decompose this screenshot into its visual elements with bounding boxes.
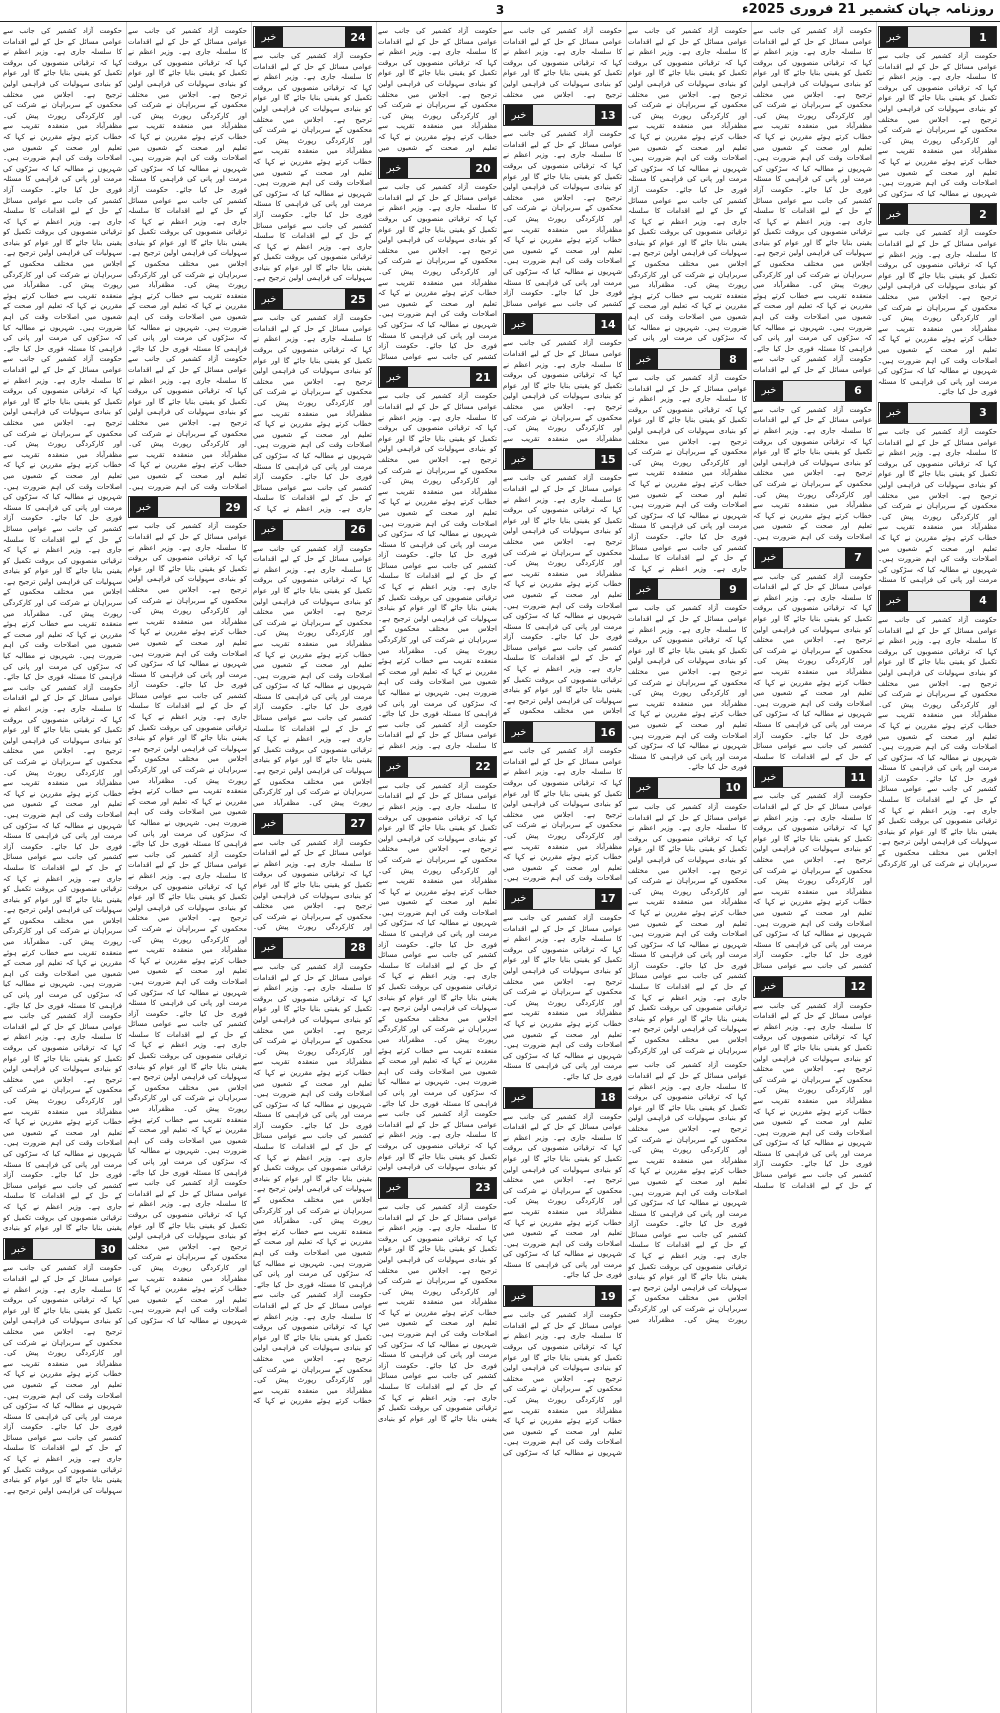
story-header-bar bbox=[408, 757, 470, 777]
news-story bbox=[503, 448, 622, 717]
story-tag: خبر bbox=[629, 778, 658, 798]
story-text: حکومت آزاد کشمیر کی جانب سے عوامی مسائل کے حل کے لیے اقدامات کا سلسلہ جاری ہے۔ وزیر اعظم نے کہا کہ ترقیاتی منصوبوں کی بروقت تکمیل کو یقینی بنایا جائے گا اور عوام کو بنیادی سہولیات کی فراہمی اولین ترجیح ہے۔ اجلاس میں مختلف محکموں کے سربراہان نے شرکت کی اور کارکردگی رپورٹ پیش کی۔ مظفرآباد میں منعقدہ تقریب سے خطاب کرتے ہوئے مقررین نے کہا کہ تعلیم اور صحت کے شعبوں میں اصلاحات وقت کی اہم ضرورت ہیں۔ شہریوں نے مطالبہ کیا کہ سڑکوں کی مرمت اور پانی کی فراہمی کا مسئلہ فوری حل کیا جائے۔ حکومت آزاد کشمیر کی جانب سے عوامی مسائل کے حل کے لیے اقدامات کا سلسلہ جاری ہے۔ وزیر اعظم نے کہا کہ ترقیاتی منصوبوں کی بروقت تکمیل کو یقینی بنایا جائے گا اور عوام کو بنیادی سہولیات کی فراہمی اولین ترجیح ہے۔ اجلاس میں مختلف محکموں کے سربراہان نے شرکت کی اور کارکردگی رپورٹ پیش کی۔ مظفرآباد میں منعقدہ تقریب سے خطاب کرتے ہوئے مقررین نے کہا کہ تعلیم اور صحت کے شعبوں میں اصلاحات وقت کی اہم ضرورت ہیں۔ شہریوں نے مطالبہ کیا کہ سڑکوں کی مرمت اور پانی کی فراہمی کا مسئلہ فوری حل کیا جائے۔ حکومت آزاد کشمیر کی جانب سے عوامی مسائل کے حل کے لیے اقدامات کا سلسلہ جاری ہے۔ وزیر اعظم نے کہا کہ ترقیاتی منصوبوں کی بروقت تکمیل کو یقینی بنایا جائے گا اور عوام کو بنیادی سہولیات کی فراہمی اولین ترجیح ہے۔ اجلاس میں مختلف محکموں کے سربراہان نے شرکت کی اور کارکردگی رپورٹ پیش کی۔ مظفرآباد میں منعقدہ تقریب سے خطاب کرتے ہوئے مقررین نے کہا کہ تعلیم اور صحت کے شعبوں میں اصلاحات وقت کی اہم ضرورت ہیں۔ bbox=[128, 27, 247, 491]
story-header bbox=[253, 519, 372, 541]
news-story bbox=[878, 26, 997, 199]
story-text: حکومت آزاد کشمیر کی جانب سے عوامی مسائل کے حل کے لیے اقدامات کا سلسلہ جاری ہے۔ وزیر اعظم نے کہا کہ ترقیاتی منصوبوں کی بروقت تکمیل کو یقینی بنایا جائے گا اور عوام کو بنیادی سہولیات کی فراہمی اولین ترجیح ہے۔ اجلاس میں مختلف محکموں کے سربراہان نے شرکت کی اور کارکردگی رپورٹ پیش کی۔ مظفرآباد میں منعقدہ تقریب سے خطاب کرتے ہوئے مقررین نے کہا کہ تعلیم اور صحت کے شعبوں میں اصلاحات وقت کی اہم ضرورت ہیں۔ شہریوں نے مطالبہ کیا کہ سڑکوں کی مرمت اور پانی کی فراہمی کا مسئلہ فوری حل کیا جائے۔ حکومت آزاد کشمیر کی جانب سے عوامی مسائل کے حل کے لیے اقدامات کا سلسلہ جاری ہے۔ وزیر اعظم نے کہا کہ ترقیاتی منصوبوں کی بروقت تکمیل کو یقینی بنایا جائے گا اور عوام کو بنیادی سہولیات کی فراہمی اولین ترجیح ہے۔ اجلاس میں مختلف محکموں کے سربراہان نے شرکت کی اور کارکردگی رپورٹ پیش کی۔ مظفرآباد میں منعقدہ تقریب سے خطاب کرتے ہوئے مقررین نے کہا کہ تعلیم اور صحت کے شعبوں میں اصلاحات وقت کی اہم ضرورت ہیں۔ شہریوں نے مطالبہ کیا کہ سڑکوں کی مرمت اور پانی کی فراہمی کا مسئلہ فوری حل کیا جائے۔ حکومت آزاد کشمیر کی جانب سے عوامی مسائل کے حل کے لیے اقدامات کا سلسلہ جاری ہے۔ وزیر اعظم نے کہا کہ ترقیاتی منصوبوں کی بروقت تکمیل کو یقینی بنایا جائے گا اور عوام کو بنیادی سہولیات کی فراہمی اولین bbox=[378, 781, 497, 1172]
story-header-bar bbox=[533, 722, 595, 742]
news-story bbox=[503, 104, 622, 309]
story-tag: خبر bbox=[379, 1178, 408, 1198]
news-story bbox=[878, 203, 997, 398]
story-header-bar bbox=[658, 349, 720, 369]
story-number: 19 bbox=[595, 1286, 621, 1306]
story-header-bar bbox=[33, 1239, 95, 1259]
story-number: 9 bbox=[720, 579, 746, 599]
story-number: 29 bbox=[220, 497, 246, 517]
story-header-bar bbox=[908, 27, 970, 47]
news-story bbox=[628, 26, 747, 344]
story-header bbox=[753, 976, 872, 998]
story-number: 18 bbox=[595, 1088, 621, 1108]
story-header bbox=[503, 448, 622, 470]
news-story bbox=[253, 26, 372, 284]
story-text: حکومت آزاد کشمیر کی جانب سے عوامی مسائل کے حل کے لیے اقدامات کا سلسلہ جاری ہے۔ وزیر اعظم نے کہا کہ ترقیاتی منصوبوں کی بروقت تکمیل کو یقینی بنایا جائے گا اور عوام کو بنیادی سہولیات کی فراہمی اولین ترجیح ہے۔ اجلاس میں مختلف محکموں کے سربراہان نے شرکت کی اور کارکردگی رپورٹ پیش کی۔ مظفرآباد میں منعقدہ تقریب سے خطاب کرتے ہوئے مقررین نے کہا کہ تعلیم اور صحت کے شعبوں میں اصلاحات وقت کی اہم ضرورت ہیں۔ شہریوں نے مطالبہ کیا کہ سڑکوں کی مرمت اور پانی کی فراہمی کا مسئلہ فوری حل کیا جائے۔ حکومت آزاد کشمیر کی جانب سے عوامی مسائل کے حل کے لیے اقدامات کا سلسلہ جاری ہے۔ وزیر اعظم نے کہا کہ ترقیاتی منصوبوں کی بروقت تکمیل کو یقینی بنایا جائے گا اور عوام کو بنیادی سہولیات کی فراہمی اولین ترجیح ہے۔ اجلاس میں مختلف محکموں کے سربراہان نے شرکت کی اور کارکردگی رپورٹ پیش کی۔ مظفرآباد میں منعقدہ تقریب سے خطاب کرتے ہوئے مقررین نے کہا کہ تعلیم اور صحت کے شعبوں میں اصلاحات وقت کی اہم ضرورت ہیں۔ شہریوں نے مطالبہ کیا کہ سڑکوں کی مرمت اور پانی کی فراہمی کا مسئلہ فوری حل کیا جائے۔ حکومت آزاد کشمیر کی جانب سے عوامی مسائل کے حل کے لیے اقدامات bbox=[753, 27, 872, 374]
story-tag: خبر bbox=[379, 367, 408, 387]
story-tag: خبر bbox=[504, 449, 533, 469]
story-header bbox=[878, 26, 997, 48]
story-text: حکومت آزاد کشمیر کی جانب سے عوامی مسائل کے حل کے لیے اقدامات کا سلسلہ جاری ہے۔ وزیر اعظم نے کہا کہ ترقیاتی منصوبوں کی بروقت تکمیل کو یقینی بنایا جائے گا اور عوام کو بنیادی سہولیات کی فراہمی اولین ترجیح ہے۔ اجلاس میں مختلف محکموں کے سربراہان نے شرکت کی اور کارکردگی رپورٹ پیش کی۔ مظفرآباد میں منعقدہ تقریب سے خطاب کرتے ہوئے مقررین نے کہا کہ تعلیم اور صحت کے شعبوں میں اصلاحات وقت کی اہم ضرورت ہیں۔ شہریوں نے مطالبہ کیا کہ سڑکوں کی مرمت اور پانی کی فراہمی کا مسئلہ فوری حل کیا جائے۔ حکومت آزاد کشمیر کی جانب سے عوامی مسائل bbox=[753, 792, 872, 970]
news-story bbox=[503, 721, 622, 884]
story-header-bar bbox=[783, 548, 845, 568]
story-tag: خبر bbox=[254, 27, 283, 47]
story-text: حکومت آزاد کشمیر کی جانب سے عوامی مسائل کے حل کے لیے اقدامات کا سلسلہ جاری ہے۔ وزیر اعظم نے کہا کہ ترقیاتی منصوبوں کی بروقت تکمیل کو یقینی بنایا جائے گا اور عوام کو بنیادی سہولیات کی فراہمی اولین ترجیح ہے۔ اجلاس میں مختلف محکموں کے سربراہان نے شرکت کی اور کارکردگی رپورٹ پیش کی۔ مظفرآباد میں منعقدہ تقریب سے خطاب کرتے ہوئے مقررین نے کہا کہ تعلیم اور صحت کے شعبوں میں اصلاحات وقت کی اہم ضرورت ہیں۔ شہریوں نے مطالبہ کیا کہ سڑکوں کی مرمت اور پانی کی فراہمی کا مسئلہ فوری حل کیا جائے۔ bbox=[503, 913, 622, 1081]
story-text: حکومت آزاد کشمیر کی جانب سے عوامی مسائل کے حل کے لیے اقدامات کا سلسلہ جاری ہے۔ وزیر اعظم نے کہا کہ ترقیاتی منصوبوں کی بروقت تکمیل کو یقینی بنایا جائے گا اور عوام کو بنیادی سہولیات کی فراہمی اولین ترجیح ہے۔ اجلاس میں مختلف محکموں کے سربراہان نے شرکت کی اور کارکردگی رپورٹ پیش کی۔ مظفرآباد میں منعقدہ تقریب سے خطاب کرتے ہوئے مقررین نے کہا کہ تعلیم اور صحت کے شعبوں میں اصلاحات وقت کی اہم ضرورت ہیں۔ شہریوں نے مطالبہ کیا کہ سڑکوں کی مرمت اور پانی کی فراہمی کا مسئلہ فوری حل کیا جائے۔ حکومت آزاد کشمیر کی جانب سے عوامی مسائل کے حل کے لیے اقدامات کا سلسلہ جاری ہے۔ وزیر اعظم نے کہا کہ ترقیاتی منصوبوں کی بروقت تکمیل کو یقینی بنایا جائے گا اور عوام کو بنیادی سہولیات کی فراہمی اولین ترجیح ہے۔ اجلاس میں مختلف محکموں کے bbox=[503, 474, 622, 716]
story-header bbox=[253, 288, 372, 310]
story-header-bar bbox=[283, 289, 345, 309]
news-story bbox=[628, 348, 747, 574]
story-text: حکومت آزاد کشمیر کی جانب سے عوامی مسائل کے حل کے لیے اقدامات کا سلسلہ جاری ہے۔ وزیر اعظم نے کہا کہ ترقیاتی منصوبوں کی بروقت تکمیل کو یقینی بنایا جائے گا اور عوام کو بنیادی سہولیات کی فراہمی اولین ترجیح ہے۔ اجلاس میں مختلف محکموں کے سربراہان نے شرکت کی اور کارکردگی رپورٹ پیش کی۔ مظفرآباد میں منعقدہ تقریب سے خطاب کرتے ہوئے مقررین نے کہا کہ تعلیم اور صحت کے شعبوں میں اصلاحات وقت کی اہم ضرورت ہیں۔ شہریوں نے مطالبہ کیا کہ سڑکوں کی مرمت اور پانی کی فراہمی کا مسئلہ فوری حل کیا جائے۔ حکومت آزاد کشمیر کی جانب سے عوامی مسائل bbox=[503, 130, 622, 308]
story-header-bar bbox=[908, 591, 970, 611]
news-column bbox=[876, 22, 998, 1713]
story-number: 24 bbox=[345, 27, 371, 47]
story-text: حکومت آزاد کشمیر کی جانب سے عوامی مسائل کے حل کے لیے اقدامات کا سلسلہ جاری ہے۔ وزیر اعظم نے کہا کہ ترقیاتی منصوبوں کی بروقت تکمیل کو یقینی بنایا جائے گا اور عوام کو بنیادی سہولیات کی فراہمی اولین ترجیح ہے۔ اجلاس میں مختلف محکموں کے سربراہان نے شرکت کی اور کارکردگی رپورٹ پیش کی۔ مظفرآباد میں منعقدہ تقریب سے خطاب کرتے ہوئے مقررین نے کہا کہ تعلیم اور صحت کے شعبوں میں اصلاحات وقت کی اہم ضرورت ہیں۔ شہریوں نے مطالبہ کیا کہ سڑکوں کی مرمت اور پانی کی فراہمی کا مسئلہ فوری حل کیا جائے۔ حکومت آزاد کشمیر کی جانب سے عوامی مسائل کے حل کے لیے اقدامات کا سلسلہ bbox=[753, 1001, 872, 1190]
story-number: 27 bbox=[345, 814, 371, 834]
page-number: 3 bbox=[495, 3, 505, 17]
news-column bbox=[126, 22, 248, 1713]
story-tag: خبر bbox=[254, 938, 283, 958]
story-text: حکومت آزاد کشمیر کی جانب سے عوامی مسائل کے حل کے لیے اقدامات کا سلسلہ جاری ہے۔ وزیر اعظم نے کہا کہ ترقیاتی منصوبوں کی بروقت تکمیل کو یقینی بنایا جائے گا اور عوام کو بنیادی سہولیات کی فراہمی اولین ترجیح ہے۔ اجلاس میں مختلف محکموں کے سربراہان نے شرکت کی اور کارکردگی رپورٹ پیش کی۔ مظفرآباد میں منعقدہ تقریب سے خطاب کرتے ہوئے مقررین نے کہا کہ تعلیم اور صحت کے شعبوں میں اصلاحات وقت کی اہم ضرورت ہیں۔ bbox=[753, 405, 872, 541]
news-story bbox=[753, 766, 872, 971]
story-tag: خبر bbox=[504, 314, 533, 334]
story-number: 20 bbox=[470, 158, 496, 178]
story-tag: خبر bbox=[879, 591, 908, 611]
news-column bbox=[251, 22, 373, 1713]
story-tag: خبر bbox=[129, 497, 158, 517]
news-story bbox=[753, 26, 872, 376]
news-story bbox=[628, 777, 747, 1056]
story-tag: خبر bbox=[879, 204, 908, 224]
story-header-bar bbox=[283, 520, 345, 540]
news-story bbox=[3, 1238, 122, 1496]
story-number: 25 bbox=[345, 289, 371, 309]
story-text: حکومت آزاد کشمیر کی جانب سے عوامی مسائل کے حل کے لیے اقدامات کا سلسلہ جاری ہے۔ وزیر اعظم نے کہا کہ ترقیاتی منصوبوں کی بروقت تکمیل کو یقینی بنایا جائے گا اور عوام کو بنیادی سہولیات کی فراہمی اولین ترجیح ہے۔ اجلاس میں مختلف محکموں کے سربراہان نے شرکت کی اور کارکردگی رپورٹ پیش کی۔ مظفرآباد میں منعقدہ تقریب سے خطاب کرتے ہوئے مقررین نے کہا کہ تعلیم اور صحت کے شعبوں میں اصلاحات وقت کی اہم ضرورت ہیں۔ شہریوں نے مطالبہ کیا کہ سڑکوں کی bbox=[503, 1311, 622, 1457]
story-text: حکومت آزاد کشمیر کی جانب سے عوامی مسائل کے حل کے لیے اقدامات کا سلسلہ جاری ہے۔ وزیر اعظم نے کہا کہ ترقیاتی منصوبوں کی بروقت تکمیل کو یقینی بنایا جائے گا اور عوام کو بنیادی سہولیات کی فراہمی اولین ترجیح ہے۔ اجلاس میں مختلف محکموں کے سربراہان نے شرکت کی اور کارکردگی رپورٹ پیش کی۔ مظفرآباد میں منعقدہ تقریب سے خطاب کرتے ہوئے مقررین نے کہا کہ تعلیم اور صحت کے شعبوں میں اصلاحات وقت کی اہم ضرورت ہیں۔ شہریوں نے مطالبہ کیا کہ سڑکوں کی bbox=[878, 52, 997, 198]
story-text: حکومت آزاد کشمیر کی جانب سے عوامی مسائل کے حل کے لیے اقدامات کا سلسلہ جاری ہے۔ وزیر اعظم نے کہا کہ ترقیاتی منصوبوں کی بروقت تکمیل کو یقینی بنایا جائے گا اور عوام کو بنیادی سہولیات کی فراہمی اولین ترجیح ہے۔ اجلاس میں مختلف محکموں کے سربراہان نے شرکت کی اور کارکردگی رپورٹ پیش کی۔ مظفرآباد میں منعقدہ تقریب سے خطاب کرتے ہوئے مقررین نے کہا کہ تعلیم اور صحت کے شعبوں میں اصلاحات وقت کی اہم ضرورت ہیں۔ شہریوں نے مطالبہ کیا کہ سڑکوں کی مرمت اور پانی کی فراہمی کا مسئلہ فوری حل کیا جائے۔ bbox=[628, 604, 747, 772]
story-header bbox=[628, 348, 747, 370]
story-tag: خبر bbox=[504, 889, 533, 909]
story-tag: خبر bbox=[379, 158, 408, 178]
newspaper-title: روزنامہ جہان کشمیر 21 فروری 2025ء bbox=[742, 2, 994, 17]
story-header bbox=[253, 813, 372, 835]
news-story bbox=[253, 288, 372, 514]
story-header bbox=[378, 366, 497, 388]
story-header bbox=[503, 721, 622, 743]
story-number: 23 bbox=[470, 1178, 496, 1198]
news-story bbox=[753, 380, 872, 543]
story-number: 21 bbox=[470, 367, 496, 387]
story-tag: خبر bbox=[504, 105, 533, 125]
story-tag: خبر bbox=[879, 27, 908, 47]
news-story bbox=[378, 756, 497, 1173]
story-header bbox=[253, 937, 372, 959]
story-tag: خبر bbox=[504, 722, 533, 742]
story-header bbox=[628, 578, 747, 600]
story-header-bar bbox=[783, 381, 845, 401]
news-story bbox=[753, 547, 872, 763]
story-text: حکومت آزاد کشمیر کی جانب سے عوامی مسائل کے حل کے لیے اقدامات کا سلسلہ جاری ہے۔ وزیر اعظم نے کہا کہ ترقیاتی منصوبوں کی بروقت تکمیل کو یقینی بنایا جائے گا اور عوام کو بنیادی سہولیات کی فراہمی اولین ترجیح ہے۔ اجلاس میں مختلف محکموں کے سربراہان نے شرکت کی اور کارکردگی رپورٹ پیش کی۔ مظفرآباد میں منعقدہ تقریب سے خطاب کرتے ہوئے مقررین نے کہا کہ تعلیم اور صحت کے شعبوں میں اصلاحات وقت کی اہم ضرورت ہیں۔ شہریوں نے مطالبہ کیا کہ سڑکوں کی مرمت اور پانی کی فراہمی کا مسئلہ فوری حل کیا جائے۔ حکومت آزاد کشمیر کی جانب سے عوامی مسائل کے حل کے لیے اقدامات کا سلسلہ جاری ہے۔ وزیر اعظم نے کہا کہ ترقیاتی منصوبوں کی بروقت تکمیل کو یقینی بنایا جائے گا اور عوام کو بنیادی سہولیات کی فراہمی اولین ترجیح ہے۔ اجلاس میں مختلف محکموں کے سربراہان نے شرکت کی اور کارکردگی رپورٹ پیش کی۔ مظفرآباد میں منعقدہ تقریب سے خطاب کرتے ہوئے مقررین نے کہا کہ تعلیم اور صحت کے شعبوں میں اصلاحات وقت کی اہم ضرورت ہیں۔ شہریوں نے مطالبہ کیا کہ سڑکوں کی مرمت اور پانی کی فراہمی کا مسئلہ فوری حل کیا جائے۔ حکومت آزاد کشمیر کی جانب سے عوامی مسائل کے حل کے لیے اقدامات کا سلسلہ جاری ہے۔ وزیر اعظم نے کہا کہ ترقیاتی منصوبوں کی بروقت تکمیل کو یقینی بنایا جائے گا اور عوام کو بنیادی سہولیات کی فراہمی اولین ترجیح ہے۔ اجلاس میں مختلف محکموں کے سربراہان نے شرکت کی اور کارکردگی رپورٹ پیش کی۔ مظفرآباد میں منعقدہ تقریب سے خطاب کرتے ہوئے مقررین نے کہا کہ bbox=[253, 962, 372, 1406]
news-story bbox=[753, 976, 872, 1192]
story-header-bar bbox=[283, 814, 345, 834]
story-text: حکومت آزاد کشمیر کی جانب سے عوامی مسائل کے حل کے لیے اقدامات کا سلسلہ جاری ہے۔ وزیر اعظم نے کہا کہ ترقیاتی منصوبوں کی بروقت تکمیل کو یقینی بنایا جائے گا اور عوام کو بنیادی سہولیات کی فراہمی اولین ترجیح ہے۔ اجلاس میں مختلف محکموں کے سربراہان نے شرکت کی اور کارکردگی رپورٹ پیش کی۔ bbox=[253, 838, 372, 932]
story-number: 1 bbox=[970, 27, 996, 47]
story-number: 8 bbox=[720, 349, 746, 369]
story-header-bar bbox=[908, 204, 970, 224]
story-text: حکومت آزاد کشمیر کی جانب سے عوامی مسائل کے حل کے لیے اقدامات کا سلسلہ جاری ہے۔ وزیر اعظم نے کہا کہ ترقیاتی منصوبوں کی بروقت تکمیل کو یقینی بنایا جائے گا اور عوام کو بنیادی سہولیات کی فراہمی اولین ترجیح ہے۔ اجلاس میں مختلف محکموں کے سربراہان نے شرکت کی اور کارکردگی رپورٹ پیش کی۔ مظفرآباد میں منعقدہ تقریب سے خطاب کرتے ہوئے مقررین نے کہا کہ تعلیم اور صحت کے شعبوں میں اصلاحات وقت کی اہم ضرورت ہیں۔ شہریوں نے مطالبہ کیا کہ سڑکوں کی مرمت اور پانی کی فراہمی کا مسئلہ فوری حل کیا جائے۔ bbox=[878, 229, 997, 397]
story-tag: خبر bbox=[254, 289, 283, 309]
story-text: حکومت آزاد کشمیر کی جانب سے عوامی مسائل کے حل کے لیے اقدامات کا سلسلہ جاری ہے۔ وزیر اعظم نے کہا کہ ترقیاتی منصوبوں کی بروقت تکمیل کو یقینی بنایا جائے گا اور عوام کو بنیادی سہولیات کی فراہمی اولین ترجیح ہے۔ اجلاس میں مختلف محکموں کے سربراہان نے شرکت کی اور کارکردگی رپورٹ پیش کی۔ مظفرآباد میں منعقدہ تقریب سے خطاب کرتے ہوئے مقررین نے کہا کہ تعلیم اور صحت کے شعبوں میں اصلاحات وقت کی اہم ضرورت ہیں۔ شہریوں نے مطالبہ کیا کہ سڑکوں کی مرمت اور پانی کی فراہمی کا مسئلہ فوری حل کیا جائے۔ حکومت آزاد کشمیر کی جانب سے عوامی مسائل کے حل کے لیے اقدامات کا سلسلہ bbox=[753, 572, 872, 761]
story-header bbox=[503, 1087, 622, 1109]
story-tag: خبر bbox=[754, 381, 783, 401]
story-header bbox=[878, 203, 997, 225]
news-story bbox=[128, 496, 247, 1327]
story-header-bar bbox=[533, 105, 595, 125]
story-text: حکومت آزاد کشمیر کی جانب سے عوامی مسائل کے حل کے لیے اقدامات کا سلسلہ جاری ہے۔ وزیر اعظم نے کہا کہ ترقیاتی منصوبوں کی بروقت تکمیل کو یقینی بنایا جائے گا اور عوام کو بنیادی سہولیات کی فراہمی اولین ترجیح ہے۔ اجلاس میں مختلف محکموں کے سربراہان نے شرکت کی اور کارکردگی رپورٹ پیش کی۔ مظفرآباد میں منعقدہ تقریب سے خطاب کرتے ہوئے مقررین نے کہا کہ تعلیم اور صحت کے شعبوں میں اصلاحات وقت کی اہم ضرورت ہیں۔ شہریوں نے مطالبہ کیا کہ سڑکوں کی مرمت اور پانی کی فراہمی کا مسئلہ فوری حل کیا جائے۔ حکومت آزاد کشمیر کی جانب سے عوامی مسائل کے حل کے لیے اقدامات کا سلسلہ جاری ہے۔ وزیر اعظم نے کہا کہ ترقیاتی منصوبوں کی بروقت تکمیل کو یقینی بنایا جائے گا اور عوام کو بنیادی سہولیات کی فراہمی اولین ترجیح ہے۔ اجلاس میں مختلف محکموں کے سربراہان نے شرکت کی اور کارکردگی رپورٹ پیش کی۔ مظفرآباد میں bbox=[253, 544, 372, 807]
story-header-bar bbox=[533, 449, 595, 469]
story-number: 3 bbox=[970, 403, 996, 423]
story-text: حکومت آزاد کشمیر کی جانب سے عوامی مسائل کے حل کے لیے اقدامات کا سلسلہ جاری ہے۔ وزیر اعظم نے کہا کہ ترقیاتی منصوبوں کی بروقت تکمیل کو یقینی بنایا جائے گا اور عوام کو بنیادی سہولیات کی فراہمی اولین ترجیح ہے۔ اجلاس میں مختلف محکموں کے سربراہان نے شرکت کی اور کارکردگی رپورٹ پیش کی۔ مظفرآباد میں منعقدہ تقریب سے خطاب کرتے ہوئے مقررین نے کہا کہ تعلیم اور صحت کے شعبوں میں اصلاحات وقت کی اہم ضرورت ہیں۔ شہریوں نے مطالبہ کیا کہ سڑکوں کی مرمت اور پانی کی فراہمی کا مسئلہ فوری حل کیا جائے۔ حکومت آزاد کشمیر کی جانب سے عوامی مسائل bbox=[378, 183, 497, 361]
story-text: حکومت آزاد کشمیر کی جانب سے عوامی مسائل کے حل کے لیے اقدامات کا سلسلہ جاری ہے۔ وزیر اعظم نے کہا کہ ترقیاتی منصوبوں کی بروقت تکمیل کو یقینی بنایا جائے گا اور عوام کو بنیادی سہولیات کی فراہمی اولین ترجیح ہے۔ اجلاس میں مختلف محکموں کے سربراہان نے شرکت کی اور کارکردگی رپورٹ پیش کی۔ مظفرآباد میں منعقدہ تقریب سے خطاب کرتے ہوئے مقررین نے کہا کہ تعلیم اور صحت کے شعبوں میں اصلاحات وقت کی اہم ضرورت ہیں۔ شہریوں نے مطالبہ کیا کہ سڑکوں کی مرمت اور پانی کی فراہمی کا مسئلہ فوری حل کیا جائے۔ حکومت آزاد کشمیر کی جانب سے عوامی مسائل کے حل کے لیے اقدامات کا سلسلہ جاری ہے۔ وزیر اعظم نے کہا کہ ترقیاتی منصوبوں کی بروقت تکمیل کو یقینی بنایا جائے گا اور عوام کو بنیادی سہولیات کی فراہمی اولین ترجیح ہے۔ bbox=[253, 52, 372, 283]
newspaper-columns bbox=[0, 22, 1000, 1713]
news-story bbox=[878, 402, 997, 586]
story-header bbox=[628, 777, 747, 799]
story-text: حکومت آزاد کشمیر کی جانب سے عوامی مسائل کے حل کے لیے اقدامات کا سلسلہ جاری ہے۔ وزیر اعظم نے کہا کہ ترقیاتی منصوبوں کی بروقت تکمیل کو یقینی بنایا جائے گا اور عوام کو بنیادی سہولیات کی فراہمی اولین ترجیح ہے۔ اجلاس میں مختلف محکموں کے سربراہان نے شرکت کی اور کارکردگی رپورٹ پیش کی۔ مظفرآباد میں منعقدہ تقریب سے خطاب کرتے ہوئے مقررین نے کہا کہ تعلیم اور صحت کے شعبوں میں اصلاحات وقت کی اہم ضرورت ہیں۔ شہریوں نے مطالبہ کیا کہ سڑکوں کی مرمت اور پانی کی فراہمی کا مسئلہ فوری حل کیا جائے۔ حکومت آزاد کشمیر کی جانب سے عوامی مسائل کے حل کے لیے اقدامات کا سلسلہ جاری ہے۔ وزیر اعظم نے کہا کہ ترقیاتی منصوبوں کی بروقت تکمیل کو یقینی بنایا جائے گا اور عوام کو بنیادی سہولیات کی فراہمی اولین ترجیح ہے۔ اجلاس میں مختلف محکموں کے سربراہان نے شرکت کی اور کارکردگی رپورٹ پیش کی۔ مظفرآباد میں منعقدہ تقریب سے خطاب کرتے ہوئے مقررین نے کہا کہ تعلیم اور صحت کے شعبوں میں اصلاحات وقت کی اہم ضرورت ہیں۔ شہریوں نے مطالبہ کیا کہ سڑکوں کی مرمت اور پانی کی bbox=[628, 27, 747, 343]
story-number: 13 bbox=[595, 105, 621, 125]
story-number: 6 bbox=[845, 381, 871, 401]
story-header-bar bbox=[283, 938, 345, 958]
story-text: حکومت آزاد کشمیر کی جانب سے عوامی مسائل کے حل کے لیے اقدامات کا سلسلہ جاری ہے۔ وزیر اعظم نے کہا کہ ترقیاتی منصوبوں کی بروقت تکمیل کو یقینی بنایا جائے گا اور عوام کو بنیادی سہولیات کی فراہمی اولین ترجیح ہے۔ اجلاس میں مختلف محکموں کے سربراہان نے شرکت کی اور کارکردگی رپورٹ پیش کی۔ مظفرآباد میں منعقدہ تقریب سے خطاب کرتے ہوئے مقررین نے کہا کہ تعلیم اور صحت کے شعبوں میں اصلاحات وقت کی اہم ضرورت ہیں۔ شہریوں نے مطالبہ کیا کہ سڑکوں کی مرمت اور پانی کی فراہمی کا مسئلہ فوری حل کیا جائے۔ حکومت آزاد کشمیر کی جانب سے عوامی مسائل کے حل کے لیے اقدامات کا سلسلہ جاری ہے۔ وزیر اعظم نے کہا کہ ترقیاتی منصوبوں کی بروقت تکمیل کو یقینی بنایا جائے گا اور عوام کو بنیادی سہولیات کی فراہمی اولین ترجیح ہے۔ اجلاس میں مختلف محکموں کے سربراہان نے شرکت کی اور کارکردگی رپورٹ پیش کی۔ مظفرآباد میں منعقدہ تقریب سے خطاب کرتے ہوئے مقررین نے کہا کہ تعلیم اور صحت کے شعبوں میں اصلاحات وقت کی اہم ضرورت ہیں۔ شہریوں نے مطالبہ کیا کہ سڑکوں کی مرمت اور پانی کی فراہمی کا مسئلہ فوری حل کیا جائے۔ حکومت آزاد کشمیر کی جانب سے عوامی مسائل کے حل کے لیے اقدامات کا سلسلہ جاری ہے۔ وزیر اعظم نے bbox=[378, 392, 497, 750]
story-tag: خبر bbox=[754, 548, 783, 568]
story-header bbox=[378, 157, 497, 179]
story-text: حکومت آزاد کشمیر کی جانب سے عوامی مسائل کے حل کے لیے اقدامات کا سلسلہ جاری ہے۔ وزیر اعظم نے کہا کہ ترقیاتی منصوبوں کی بروقت تکمیل کو یقینی بنایا جائے گا اور عوام کو بنیادی سہولیات کی فراہمی اولین ترجیح ہے۔ اجلاس میں مختلف محکموں کے سربراہان نے شرکت کی اور کارکردگی رپورٹ پیش کی۔ مظفرآباد میں منعقدہ تقریب سے خطاب کرتے ہوئے مقررین نے کہا کہ تعلیم اور صحت کے شعبوں میں اصلاحات وقت کی اہم ضرورت ہیں۔ شہریوں نے مطالبہ کیا کہ سڑکوں کی مرمت اور پانی کی فراہمی کا مسئلہ فوری حل کیا جائے۔ حکومت آزاد کشمیر کی جانب سے عوامی مسائل کے حل کے لیے اقدامات کا سلسلہ جاری ہے۔ وزیر اعظم نے کہا کہ ترقیاتی منصوبوں کی بروقت تکمیل کو یقینی بنایا جائے گا اور عوام کو بنیادی سہولیات کی فراہمی اولین ترجیح ہے۔ اجلاس میں مختلف محکموں کے سربراہان نے شرکت کی اور کارکردگی bbox=[878, 615, 997, 868]
story-header bbox=[503, 313, 622, 335]
story-text: حکومت آزاد کشمیر کی جانب سے عوامی مسائل کے حل کے لیے اقدامات کا سلسلہ جاری ہے۔ وزیر اعظم نے کہا کہ ترقیاتی منصوبوں کی بروقت تکمیل کو یقینی بنایا جائے گا اور عوام کو بنیادی سہولیات کی فراہمی اولین ترجیح ہے۔ اجلاس میں مختلف محکموں کے سربراہان نے شرکت کی اور کارکردگی رپورٹ پیش کی۔ مظفرآباد میں منعقدہ تقریب سے خطاب کرتے ہوئے مقررین نے کہا کہ تعلیم اور صحت کے شعبوں میں اصلاحات وقت کی اہم ضرورت ہیں۔ شہریوں نے مطالبہ کیا کہ سڑکوں کی مرمت اور پانی کی فراہمی کا مسئلہ فوری حل کیا جائے۔ حکومت آزاد کشمیر کی جانب سے عوامی مسائل کے حل کے لیے اقدامات کا سلسلہ جاری ہے۔ وزیر اعظم نے کہا کہ ترقیاتی منصوبوں کی بروقت تکمیل کو یقینی بنایا جائے گا اور عوام کو بنیادی سہولیات کی فراہمی اولین ترجیح ہے۔ اجلاس میں مختلف محکموں کے سربراہان نے شرکت کی اور کارکردگی رپورٹ پیش کی۔ مظفرآباد میں منعقدہ تقریب سے خطاب کرتے ہوئے مقررین نے کہا کہ تعلیم اور صحت کے شعبوں میں اصلاحات وقت کی اہم ضرورت ہیں۔ شہریوں نے مطالبہ کیا کہ سڑکوں کی مرمت اور پانی کی فراہمی کا مسئلہ فوری حل کیا جائے۔ حکومت آزاد کشمیر کی جانب سے عوامی مسائل کے حل کے لیے اقدامات کا سلسلہ جاری ہے۔ وزیر اعظم نے کہا کہ ترقیاتی منصوبوں کی بروقت تکمیل کو یقینی بنایا جائے گا اور عوام کو بنیادی سہولیات کی فراہمی اولین ترجیح ہے۔ اجلاس میں مختلف محکموں کے سربراہان نے شرکت کی اور کارکردگی رپورٹ پیش کی۔ مظفرآباد میں منعقدہ تقریب سے خطاب کرتے ہوئے مقررین نے کہا کہ تعلیم اور صحت کے شعبوں میں اصلاحات وقت کی اہم ضرورت ہیں۔ شہریوں نے مطالبہ کیا کہ سڑکوں کی مرمت اور پانی کی فراہمی کا مسئلہ فوری حل کیا جائے۔ حکومت آزاد کشمیر کی جانب سے عوامی مسائل کے حل کے لیے اقدامات کا سلسلہ جاری ہے۔ وزیر اعظم نے کہا کہ ترقیاتی منصوبوں کی بروقت تکمیل کو یقینی بنایا جائے گا اور عوام کو بنیادی سہولیات کی فراہمی اولین ترجیح ہے۔ اجلاس میں مختلف محکموں کے سربراہان نے شرکت کی اور کارکردگی رپورٹ پیش کی۔ مظفرآباد میں منعقدہ تقریب سے خطاب کرتے ہوئے مقررین نے کہا کہ تعلیم اور صحت کے شعبوں میں اصلاحات وقت کی اہم ضرورت ہیں۔ شہریوں نے مطالبہ کیا کہ سڑکوں کی مرمت اور پانی کی فراہمی کا مسئلہ فوری حل کیا جائے۔ حکومت آزاد کشمیر کی جانب سے عوامی مسائل کے حل کے لیے اقدامات کا سلسلہ جاری ہے۔ وزیر اعظم نے کہا کہ ترقیاتی منصوبوں کی بروقت تکمیل کو یقینی بنایا جائے گا اور عوام کو بنیادی سہولیات کی فراہمی اولین ترجیح ہے۔ اجلاس میں مختلف محکموں کے سربراہان نے شرکت کی اور کارکردگی رپورٹ پیش کی۔ مظفرآباد میں منعقدہ تقریب سے خطاب کرتے ہوئے مقررین نے کہا کہ تعلیم اور صحت کے شعبوں میں اصلاحات وقت کی اہم ضرورت ہیں۔ شہریوں نے مطالبہ کیا کہ سڑکوں کی مرمت اور پانی کی فراہمی کا مسئلہ فوری حل کیا جائے۔ حکومت آزاد کشمیر کی جانب سے عوامی مسائل کے حل کے لیے اقدامات کا سلسلہ جاری ہے۔ وزیر اعظم نے کہا کہ ترقیاتی منصوبوں کی بروقت تکمیل کو یقینی بنایا جائے گا اور عوام کو بنیادی سہولیات کی فراہمی اولین ترجیح ہے۔ اجلاس میں مختلف محکموں کے سربراہان نے شرکت کی اور کارکردگی رپورٹ پیش کی۔ مظفرآباد میں منعقدہ تقریب سے خطاب کرتے ہوئے مقررین نے کہا کہ تعلیم اور صحت کے شعبوں میں اصلاحات وقت کی اہم ضرورت ہیں۔ شہریوں نے مطالبہ کیا کہ سڑکوں کی مرمت اور پانی کی فراہمی کا مسئلہ فوری حل کیا جائے۔ حکومت آزاد کشمیر کی جانب سے عوامی مسائل کے حل کے لیے اقدامات کا سلسلہ جاری ہے۔ وزیر اعظم نے کہا کہ ترقیاتی منصوبوں کی بروقت تکمیل کو یقینی بنایا جائے گا اور عوام کو بنیادی سہولیات کی فراہمی اولین ترجیح ہے۔ اجلاس میں مختلف محکموں کے سربراہان نے شرکت کی اور کارکردگی رپورٹ پیش کی۔ مظفرآباد میں منعقدہ تقریب سے خطاب کرتے ہوئے مقررین نے کہا کہ تعلیم اور صحت کے شعبوں میں اصلاحات وقت کی اہم ضرورت ہیں۔ شہریوں نے مطالبہ کیا کہ سڑکوں کی مرمت اور پانی کی فراہمی کا مسئلہ فوری حل کیا جائے۔ حکومت آزاد کشمیر کی جانب سے عوامی مسائل کے حل کے لیے اقدامات کا سلسلہ جاری ہے۔ وزیر اعظم نے کہا کہ ترقیاتی منصوبوں کی بروقت تکمیل کو یقینی بنایا جائے گا اور عوام کو بنیادی bbox=[3, 27, 122, 1233]
story-tag: خبر bbox=[504, 1088, 533, 1108]
story-header bbox=[503, 1285, 622, 1307]
story-header-bar bbox=[158, 497, 220, 517]
story-number: 17 bbox=[595, 889, 621, 909]
story-header bbox=[753, 766, 872, 788]
news-story bbox=[378, 157, 497, 362]
story-number: 2 bbox=[970, 204, 996, 224]
story-tag: خبر bbox=[754, 977, 783, 997]
story-number: 15 bbox=[595, 449, 621, 469]
news-story bbox=[503, 888, 622, 1083]
news-story bbox=[503, 26, 622, 100]
story-number: 14 bbox=[595, 314, 621, 334]
story-header-bar bbox=[533, 1286, 595, 1306]
story-tag: خبر bbox=[254, 520, 283, 540]
story-text: حکومت آزاد کشمیر کی جانب سے عوامی مسائل کے حل کے لیے اقدامات کا سلسلہ جاری ہے۔ وزیر اعظم نے کہا کہ ترقیاتی منصوبوں کی بروقت تکمیل کو یقینی بنایا جائے گا اور عوام کو بنیادی سہولیات کی فراہمی اولین ترجیح ہے۔ اجلاس میں مختلف محکموں کے سربراہان نے شرکت کی اور کارکردگی رپورٹ پیش کی۔ مظفرآباد میں منعقدہ تقریب سے خطاب کرتے ہوئے مقررین نے کہا کہ تعلیم اور صحت کے شعبوں میں اصلاحات وقت کی اہم ضرورت ہیں۔ bbox=[503, 747, 622, 883]
story-header bbox=[503, 104, 622, 126]
story-tag: خبر bbox=[754, 767, 783, 787]
story-text: حکومت آزاد کشمیر کی جانب سے عوامی مسائل کے حل کے لیے اقدامات کا سلسلہ جاری ہے۔ وزیر اعظم نے کہا کہ ترقیاتی منصوبوں کی بروقت تکمیل کو یقینی بنایا جائے گا اور عوام کو بنیادی سہولیات کی فراہمی اولین ترجیح ہے۔ اجلاس میں مختلف محکموں کے سربراہان نے شرکت کی اور کارکردگی رپورٹ پیش کی۔ مظفرآباد میں منعقدہ تقریب سے خطاب کرتے ہوئے مقررین نے کہا کہ تعلیم اور صحت کے شعبوں میں اصلاحات وقت کی اہم ضرورت ہیں۔ شہریوں نے مطالبہ کیا کہ سڑکوں کی مرمت اور پانی کی فراہمی کا مسئلہ فوری حل کیا جائے۔ حکومت آزاد کشمیر کی جانب سے عوامی مسائل کے حل کے لیے اقدامات کا سلسلہ جاری ہے۔ وزیر اعظم نے کہا کہ ترقیاتی منصوبوں کی بروقت تکمیل کو یقینی بنایا جائے گا اور عوام کو بنیادی سہولیات کی فراہمی اولین ترجیح ہے۔ اجلاس میں مختلف محکموں کے سربراہان نے شرکت کی اور کارکردگی رپورٹ پیش کی۔ مظفرآباد میں bbox=[628, 1061, 747, 1324]
story-header bbox=[253, 26, 372, 48]
story-text: حکومت آزاد کشمیر کی جانب سے عوامی مسائل کے حل کے لیے اقدامات کا سلسلہ جاری ہے۔ وزیر اعظم نے کہا کہ ترقیاتی منصوبوں کی بروقت تکمیل کو یقینی بنایا جائے گا اور عوام کو بنیادی سہولیات کی فراہمی اولین ترجیح ہے۔ اجلاس میں مختلف محکموں کے سربراہان نے شرکت کی اور کارکردگی رپورٹ پیش کی۔ مظفرآباد میں منعقدہ تقریب سے خطاب کرتے ہوئے مقررین نے کہا کہ تعلیم اور صحت کے شعبوں میں اصلاحات وقت کی اہم ضرورت ہیں۔ شہریوں نے مطالبہ کیا کہ سڑکوں کی مرمت اور پانی کی فراہمی کا مسئلہ فوری حل کیا جائے۔ حکومت آزاد کشمیر کی جانب سے عوامی مسائل کے حل کے لیے اقدامات کا سلسلہ جاری ہے۔ وزیر اعظم نے کہا کہ ترقیاتی منصوبوں کی بروقت تکمیل کو یقینی بنایا جائے گا اور عوام کو بنیادی سہولیات کی فراہمی اولین ترجیح ہے۔ اجلاس میں مختلف محکموں کے سربراہان نے شرکت کی اور کارکردگی bbox=[628, 802, 747, 1055]
news-story bbox=[378, 366, 497, 751]
news-story bbox=[253, 813, 372, 933]
news-story bbox=[253, 519, 372, 809]
news-column bbox=[376, 22, 498, 1713]
story-header-bar bbox=[908, 403, 970, 423]
story-text: حکومت آزاد کشمیر کی جانب سے عوامی مسائل کے حل کے لیے اقدامات کا سلسلہ جاری ہے۔ وزیر اعظم نے کہا کہ ترقیاتی منصوبوں کی بروقت تکمیل کو یقینی بنایا جائے گا اور عوام کو بنیادی سہولیات کی فراہمی اولین ترجیح ہے۔ اجلاس میں مختلف محکموں کے سربراہان نے شرکت کی اور کارکردگی رپورٹ پیش کی۔ مظفرآباد میں منعقدہ تقریب سے خطاب کرتے ہوئے مقررین نے کہا کہ تعلیم اور صحت کے شعبوں میں اصلاحات وقت کی اہم ضرورت ہیں۔ شہریوں نے مطالبہ کیا کہ سڑکوں کی مرمت اور پانی کی فراہمی کا مسئلہ bbox=[878, 427, 997, 585]
story-header-bar bbox=[533, 314, 595, 334]
story-tag: خبر bbox=[879, 403, 908, 423]
story-number: 16 bbox=[595, 722, 621, 742]
story-header bbox=[3, 1238, 122, 1260]
story-tag: خبر bbox=[254, 814, 283, 834]
story-number: 4 bbox=[970, 591, 996, 611]
news-story bbox=[253, 937, 372, 1407]
story-text: حکومت آزاد کشمیر کی جانب سے عوامی مسائل کے حل کے لیے اقدامات کا سلسلہ جاری ہے۔ وزیر اعظم نے کہا کہ ترقیاتی منصوبوں کی بروقت تکمیل کو یقینی بنایا جائے گا اور عوام کو بنیادی سہولیات کی فراہمی اولین ترجیح ہے۔ اجلاس میں مختلف محکموں کے سربراہان نے شرکت کی اور کارکردگی رپورٹ پیش کی۔ مظفرآباد میں منعقدہ تقریب سے خطاب کرتے ہوئے مقررین نے کہا کہ تعلیم اور صحت کے شعبوں میں اصلاحات وقت کی اہم ضرورت ہیں۔ شہریوں نے مطالبہ کیا کہ سڑکوں کی مرمت اور پانی کی فراہمی کا مسئلہ فوری حل کیا جائے۔ حکومت آزاد کشمیر کی جانب سے عوامی مسائل کے حل کے لیے اقدامات کا سلسلہ جاری ہے۔ وزیر اعظم نے کہا کہ ترقیاتی منصوبوں کی بروقت تکمیل کو یقینی بنایا جائے گا اور عوام کو بنیادی سہولیات کی فراہمی اولین ترجیح ہے۔ اجلاس میں مختلف محکموں کے سربراہان نے شرکت کی اور کارکردگی رپورٹ پیش کی۔ مظفرآباد میں منعقدہ تقریب سے خطاب کرتے ہوئے مقررین نے کہا کہ تعلیم اور صحت کے شعبوں میں اصلاحات وقت کی اہم ضرورت ہیں۔ شہریوں نے مطالبہ کیا کہ سڑکوں کی مرمت اور پانی کی فراہمی کا مسئلہ فوری حل کیا جائے۔ حکومت آزاد کشمیر کی جانب سے عوامی مسائل کے حل کے لیے اقدامات کا سلسلہ جاری ہے۔ وزیر اعظم نے کہا کہ ترقیاتی منصوبوں کی بروقت تکمیل کو یقینی بنایا جائے گا اور عوام کو بنیادی سہولیات کی فراہمی اولین ترجیح ہے۔ اجلاس میں مختلف محکموں کے سربراہان نے شرکت کی اور کارکردگی رپورٹ پیش کی۔ مظفرآباد میں منعقدہ تقریب سے خطاب کرتے ہوئے مقررین نے کہا کہ تعلیم اور صحت کے شعبوں میں اصلاحات وقت کی اہم ضرورت ہیں۔ شہریوں نے مطالبہ کیا کہ سڑکوں کی مرمت اور پانی کی فراہمی کا مسئلہ فوری حل کیا جائے۔ حکومت آزاد کشمیر کی جانب سے عوامی مسائل کے حل کے لیے اقدامات کا سلسلہ جاری ہے۔ وزیر اعظم نے کہا کہ ترقیاتی منصوبوں کی بروقت تکمیل کو یقینی بنایا جائے گا اور عوام کو بنیادی سہولیات کی فراہمی اولین ترجیح ہے۔ اجلاس میں مختلف محکموں کے سربراہان نے شرکت کی اور کارکردگی رپورٹ پیش کی۔ مظفرآباد میں منعقدہ تقریب سے خطاب کرتے ہوئے مقررین نے کہا کہ تعلیم اور صحت کے شعبوں میں اصلاحات وقت کی اہم ضرورت ہیں۔ شہریوں نے مطالبہ کیا کہ سڑکوں کی مرمت اور پانی کی فراہمی کا مسئلہ فوری حل کیا جائے۔ حکومت آزاد کشمیر کی جانب سے عوامی مسائل کے حل کے لیے اقدامات کا سلسلہ جاری ہے۔ وزیر اعظم نے کہا کہ ترقیاتی منصوبوں کی بروقت تکمیل کو یقینی بنایا جائے گا اور عوام کو بنیادی سہولیات کی فراہمی اولین ترجیح ہے۔ اجلاس میں مختلف محکموں کے سربراہان نے شرکت کی اور کارکردگی رپورٹ پیش کی۔ مظفرآباد میں منعقدہ تقریب سے خطاب کرتے ہوئے مقررین نے کہا کہ تعلیم اور صحت کے شعبوں میں اصلاحات وقت کی اہم ضرورت ہیں۔ شہریوں نے مطالبہ کیا کہ سڑکوں کی bbox=[128, 522, 247, 1325]
story-text: حکومت آزاد کشمیر کی جانب سے عوامی مسائل کے حل کے لیے اقدامات کا سلسلہ جاری ہے۔ وزیر اعظم نے کہا کہ ترقیاتی منصوبوں کی بروقت تکمیل کو یقینی بنایا جائے گا اور عوام کو بنیادی سہولیات کی فراہمی اولین ترجیح ہے۔ اجلاس میں مختلف محکموں کے سربراہان نے شرکت کی اور کارکردگی رپورٹ پیش کی۔ مظفرآباد میں منعقدہ تقریب سے خطاب کرتے ہوئے مقررین نے کہا کہ تعلیم اور صحت کے شعبوں میں اصلاحات وقت کی اہم ضرورت ہیں۔ شہریوں نے مطالبہ کیا کہ سڑکوں کی مرمت اور پانی کی فراہمی کا مسئلہ فوری حل کیا جائے۔ حکومت آزاد کشمیر کی جانب سے عوامی مسائل کے حل کے لیے اقدامات کا سلسلہ جاری ہے۔ وزیر اعظم نے کہا کہ bbox=[628, 374, 747, 573]
story-header bbox=[128, 496, 247, 518]
story-text: حکومت آزاد کشمیر کی جانب سے عوامی مسائل کے حل کے لیے اقدامات کا سلسلہ جاری ہے۔ وزیر اعظم نے کہا کہ ترقیاتی منصوبوں کی بروقت تکمیل کو یقینی بنایا جائے گا اور عوام کو بنیادی سہولیات کی فراہمی اولین ترجیح ہے۔ اجلاس میں مختلف محکموں کے سربراہان نے شرکت کی اور کارکردگی رپورٹ پیش کی۔ مظفرآباد میں منعقدہ تقریب سے خطاب کرتے ہوئے مقررین نے کہا کہ تعلیم اور صحت کے شعبوں میں اصلاحات وقت کی اہم ضرورت ہیں۔ شہریوں نے مطالبہ کیا کہ سڑکوں کی مرمت اور پانی کی فراہمی کا مسئلہ فوری حل کیا جائے۔ حکومت آزاد کشمیر کی جانب سے عوامی مسائل کے حل کے لیے اقدامات کا سلسلہ جاری ہے۔ وزیر اعظم نے کہا کہ ترقیاتی منصوبوں کی بروقت تکمیل کو یقینی بنایا جائے گا اور عوام کو بنیادی سہولیات کی فراہمی اولین ترجیح ہے۔ bbox=[3, 1264, 122, 1495]
story-text: حکومت آزاد کشمیر کی جانب سے عوامی مسائل کے حل کے لیے اقدامات کا سلسلہ جاری ہے۔ وزیر اعظم نے کہا کہ ترقیاتی منصوبوں کی بروقت تکمیل کو یقینی بنایا جائے گا اور عوام کو بنیادی سہولیات کی فراہمی اولین ترجیح ہے۔ اجلاس میں مختلف bbox=[503, 27, 622, 99]
story-header-bar bbox=[783, 767, 845, 787]
news-column bbox=[626, 22, 748, 1713]
story-text: حکومت آزاد کشمیر کی جانب سے عوامی مسائل کے حل کے لیے اقدامات کا سلسلہ جاری ہے۔ وزیر اعظم نے کہا کہ ترقیاتی منصوبوں کی بروقت تکمیل کو یقینی بنایا جائے گا اور عوام کو بنیادی سہولیات کی فراہمی اولین ترجیح ہے۔ اجلاس میں مختلف محکموں کے سربراہان نے شرکت کی اور کارکردگی رپورٹ پیش کی۔ مظفرآباد میں منعقدہ تقریب سے bbox=[503, 339, 622, 443]
story-number: 7 bbox=[845, 548, 871, 568]
story-tag: خبر bbox=[504, 1286, 533, 1306]
story-number: 10 bbox=[720, 778, 746, 798]
story-header-bar bbox=[283, 27, 345, 47]
story-header bbox=[753, 380, 872, 402]
story-header-bar bbox=[658, 778, 720, 798]
story-header-bar bbox=[408, 367, 470, 387]
story-text: حکومت آزاد کشمیر کی جانب سے عوامی مسائل کے حل کے لیے اقدامات کا سلسلہ جاری ہے۔ وزیر اعظم نے کہا کہ ترقیاتی منصوبوں کی بروقت تکمیل کو یقینی بنایا جائے گا اور عوام کو بنیادی سہولیات کی فراہمی اولین ترجیح ہے۔ اجلاس میں مختلف محکموں کے سربراہان نے شرکت کی اور کارکردگی رپورٹ پیش کی۔ مظفرآباد میں منعقدہ تقریب سے خطاب کرتے ہوئے مقررین نے کہا کہ تعلیم اور صحت کے شعبوں میں اصلاحات وقت کی اہم ضرورت ہیں۔ شہریوں نے مطالبہ کیا کہ سڑکوں کی مرمت اور پانی کی فراہمی کا مسئلہ فوری حل کیا جائے۔ حکومت آزاد کشمیر کی جانب سے عوامی مسائل کے حل کے لیے اقدامات کا سلسلہ جاری ہے۔ وزیر اعظم نے کہا کہ bbox=[253, 314, 372, 513]
story-text: حکومت آزاد کشمیر کی جانب سے عوامی مسائل کے حل کے لیے اقدامات کا سلسلہ جاری ہے۔ وزیر اعظم نے کہا کہ ترقیاتی منصوبوں کی بروقت تکمیل کو یقینی بنایا جائے گا اور عوام کو بنیادی سہولیات کی فراہمی اولین ترجیح ہے۔ اجلاس میں مختلف محکموں کے سربراہان نے شرکت کی اور کارکردگی رپورٹ پیش کی۔ مظفرآباد میں منعقدہ تقریب سے خطاب کرتے ہوئے مقررین نے کہا کہ تعلیم اور صحت کے شعبوں میں bbox=[378, 27, 497, 152]
news-column bbox=[751, 22, 873, 1713]
story-header bbox=[878, 402, 997, 424]
story-header-bar bbox=[408, 158, 470, 178]
news-story bbox=[503, 1285, 622, 1458]
story-number: 26 bbox=[345, 520, 371, 540]
story-header bbox=[753, 547, 872, 569]
news-story bbox=[503, 1087, 622, 1282]
story-header bbox=[878, 590, 997, 612]
story-header-bar bbox=[533, 1088, 595, 1108]
news-story bbox=[878, 590, 997, 869]
story-text: حکومت آزاد کشمیر کی جانب سے عوامی مسائل کے حل کے لیے اقدامات کا سلسلہ جاری ہے۔ وزیر اعظم نے کہا کہ ترقیاتی منصوبوں کی بروقت تکمیل کو یقینی بنایا جائے گا اور عوام کو بنیادی سہولیات کی فراہمی اولین ترجیح ہے۔ اجلاس میں مختلف محکموں کے سربراہان نے شرکت کی اور کارکردگی رپورٹ پیش کی۔ مظفرآباد میں منعقدہ تقریب سے خطاب کرتے ہوئے مقررین نے کہا کہ تعلیم اور صحت کے شعبوں میں اصلاحات وقت کی اہم ضرورت ہیں۔ شہریوں نے مطالبہ کیا کہ سڑکوں کی مرمت اور پانی کی فراہمی کا مسئلہ فوری حل کیا جائے۔ حکومت آزاد کشمیر کی جانب سے عوامی مسائل کے حل کے لیے اقدامات کا سلسلہ جاری ہے۔ وزیر اعظم نے کہا کہ ترقیاتی منصوبوں کی بروقت تکمیل کو یقینی بنایا جائے گا اور عوام کو بنیادی bbox=[378, 1202, 497, 1423]
news-column bbox=[2, 22, 123, 1713]
story-text: حکومت آزاد کشمیر کی جانب سے عوامی مسائل کے حل کے لیے اقدامات کا سلسلہ جاری ہے۔ وزیر اعظم نے کہا کہ ترقیاتی منصوبوں کی بروقت تکمیل کو یقینی بنایا جائے گا اور عوام کو بنیادی سہولیات کی فراہمی اولین ترجیح ہے۔ اجلاس میں مختلف محکموں کے سربراہان نے شرکت کی اور کارکردگی رپورٹ پیش کی۔ مظفرآباد میں منعقدہ تقریب سے خطاب کرتے ہوئے مقررین نے کہا کہ تعلیم اور صحت کے شعبوں میں اصلاحات وقت کی اہم ضرورت ہیں۔ شہریوں نے مطالبہ کیا کہ سڑکوں کی مرمت اور پانی کی فراہمی کا مسئلہ فوری حل کیا جائے۔ bbox=[503, 1112, 622, 1280]
story-tag: خبر bbox=[4, 1239, 33, 1259]
masthead bbox=[0, 0, 1000, 22]
story-header-bar bbox=[658, 579, 720, 599]
news-story bbox=[503, 313, 622, 444]
story-number: 30 bbox=[95, 1239, 121, 1259]
news-story bbox=[128, 26, 247, 492]
news-story bbox=[3, 26, 122, 1234]
news-story bbox=[378, 26, 497, 153]
story-header-bar bbox=[408, 1178, 470, 1198]
news-story bbox=[628, 1060, 747, 1325]
story-header bbox=[378, 756, 497, 778]
story-number: 11 bbox=[845, 767, 871, 787]
story-number: 22 bbox=[470, 757, 496, 777]
story-tag: خبر bbox=[629, 579, 658, 599]
story-number: 28 bbox=[345, 938, 371, 958]
news-column bbox=[501, 22, 623, 1713]
news-story bbox=[378, 1177, 497, 1425]
story-number: 12 bbox=[845, 977, 871, 997]
story-header bbox=[503, 888, 622, 910]
story-header-bar bbox=[533, 889, 595, 909]
story-tag: خبر bbox=[629, 349, 658, 369]
story-tag: خبر bbox=[379, 757, 408, 777]
story-header-bar bbox=[783, 977, 845, 997]
story-header bbox=[378, 1177, 497, 1199]
news-story bbox=[628, 578, 747, 773]
